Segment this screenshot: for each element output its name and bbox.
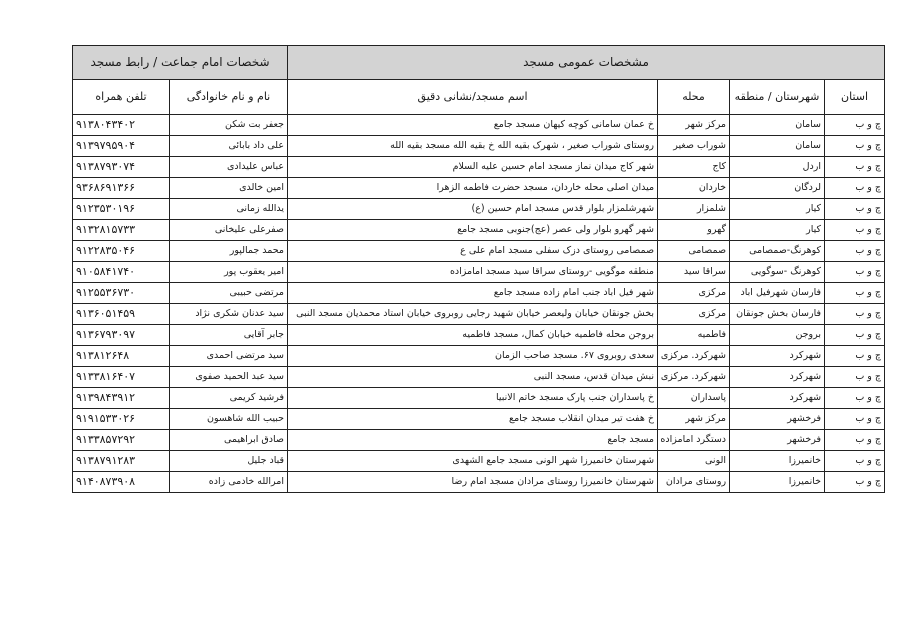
table-row (73, 304, 885, 325)
column-header-mosque: اسم مسجد/نشانی دقیق (288, 80, 658, 115)
cell-name: جابر آقایی (170, 325, 288, 346)
cell-name: علی داد بابائی (170, 136, 288, 157)
cell-city: لردگان (730, 178, 825, 199)
cell-phone: ۹۱۳۹۷۹۵۹۰۴ (73, 136, 170, 157)
cell-district: شهرکرد. مرکزی (658, 367, 730, 388)
table-row (73, 241, 885, 262)
cell-city: سامان (730, 136, 825, 157)
table-row (73, 283, 885, 304)
cell-district: شهرکرد. مرکزی (658, 346, 730, 367)
cell-city: بروجن (730, 325, 825, 346)
cell-name: سید مرتضی احمدی (170, 346, 288, 367)
cell-district: روستای مرادان (658, 472, 730, 493)
table-row (73, 178, 885, 199)
cell-mosque: شهرشلمزار بلوار قدس مسجد امام حسین (ع) (288, 199, 658, 220)
cell-phone: ۹۱۴۰۸۷۳۹۰۸ (73, 472, 170, 493)
table-body (73, 115, 885, 493)
cell-phone: ۹۱۲۳۵۳۰۱۹۶ (73, 199, 170, 220)
cell-province: چ و ب (825, 388, 885, 409)
cell-province: چ و ب (825, 241, 885, 262)
cell-phone: ۹۱۳۳۸۵۷۲۹۲ (73, 430, 170, 451)
cell-province: چ و ب (825, 283, 885, 304)
table-row (73, 220, 885, 241)
cell-city: کوهرنگ -سوگویی (730, 262, 825, 283)
cell-city: شهرکرد (730, 367, 825, 388)
cell-district: مرکزی (658, 283, 730, 304)
cell-phone: ۹۱۳۸۷۹۳۰۷۴ (73, 157, 170, 178)
column-header-city: شهرستان / منطقه (730, 80, 825, 115)
cell-district: خاردان (658, 178, 730, 199)
cell-province: چ و ب (825, 409, 885, 430)
cell-mosque: شهرستان خانمیرزا شهر الونی مسجد جامع الشهدی (288, 451, 658, 472)
cell-mosque: شهر کاج میدان نماز مسجد امام حسین علیه السلام (288, 157, 658, 178)
cell-mosque: میدان اصلی محله خاردان، مسجد حضرت فاطمه الزهرا (288, 178, 658, 199)
group-header-imam: شخصات امام جماعت / رابط مسجد (73, 46, 288, 80)
cell-phone: ۹۳۶۸۶۹۱۳۶۶ (73, 178, 170, 199)
cell-mosque: خ هفت تیر میدان انقلاب مسجد جامع (288, 409, 658, 430)
cell-phone: ۹۱۳۲۸۱۵۷۳۳ (73, 220, 170, 241)
cell-city: کوهرنگ-صمصامی (730, 241, 825, 262)
cell-district: گهرو (658, 220, 730, 241)
cell-district: پاسداران (658, 388, 730, 409)
cell-name: امرالله خادمی زاده (170, 472, 288, 493)
cell-city: خانمیرزا (730, 451, 825, 472)
cell-name: جعفر بت شکن (170, 115, 288, 136)
cell-mosque: بروجن محله فاطمیه خیابان کمال، مسجد فاطمیه (288, 325, 658, 346)
cell-mosque: مسجد جامع (288, 430, 658, 451)
cell-district: دستگرد امامزاده (658, 430, 730, 451)
cell-name: عباس علیدادی (170, 157, 288, 178)
cell-name: یدالله زمانی (170, 199, 288, 220)
cell-name: مرتضی حبیبی (170, 283, 288, 304)
cell-city: کیار (730, 220, 825, 241)
table-row (73, 325, 885, 346)
table-row (73, 115, 885, 136)
cell-name: فرشید کریمی (170, 388, 288, 409)
table-row (73, 451, 885, 472)
cell-mosque: شهرستان خانمیرزا روستای مرادان مسجد امام رضا (288, 472, 658, 493)
cell-province: چ و ب (825, 199, 885, 220)
cell-phone: ۹۱۳۸۰۴۳۴۰۲ (73, 115, 170, 136)
table-row (73, 367, 885, 388)
cell-name: سید عدنان شکری نژاد (170, 304, 288, 325)
cell-name: امین خالدی (170, 178, 288, 199)
column-header-name: نام و نام خانوادگی (170, 80, 288, 115)
cell-mosque: نبش میدان قدس، مسجد النبی (288, 367, 658, 388)
cell-city: شهرکرد (730, 388, 825, 409)
cell-phone: ۹۱۳۸۷۹۱۲۸۳ (73, 451, 170, 472)
cell-name: سید عبد الحمید صفوی (170, 367, 288, 388)
table-row (73, 430, 885, 451)
cell-province: چ و ب (825, 451, 885, 472)
cell-district: مرکز شهر (658, 115, 730, 136)
cell-phone: ۹۱۳۹۸۴۳۹۱۲ (73, 388, 170, 409)
cell-district: صمصامی (658, 241, 730, 262)
cell-name: محمد جمالپور (170, 241, 288, 262)
cell-province: چ و ب (825, 367, 885, 388)
cell-mosque: شهر فیل اباد جنب امام زاده مسجد جامع (288, 283, 658, 304)
cell-province: چ و ب (825, 262, 885, 283)
cell-mosque: خ عمان سامانی کوچه کیهان مسجد جامع (288, 115, 658, 136)
cell-mosque: صمصامی روستای دزک سفلی مسجد امام علی ع (288, 241, 658, 262)
cell-name: قباد جلیل (170, 451, 288, 472)
cell-province: چ و ب (825, 325, 885, 346)
column-header-phone: تلفن همراه (73, 80, 170, 115)
cell-province: چ و ب (825, 430, 885, 451)
cell-phone: ۹۱۳۸۱۲۶۴۸ (73, 346, 170, 367)
cell-mosque: منطقه موگویی -روستای سراقا سید مسجد امامزاده (288, 262, 658, 283)
cell-mosque: شهر گهرو بلوار ولی عصر (عج)جنوبی مسجد جامع (288, 220, 658, 241)
cell-phone: ۹۱۳۶۷۹۳۰۹۷ (73, 325, 170, 346)
cell-mosque: سعدی روبروی ۶۷. مسجد صاحب الزمان (288, 346, 658, 367)
cell-province: چ و ب (825, 220, 885, 241)
cell-province: چ و ب (825, 472, 885, 493)
cell-district: شلمزار (658, 199, 730, 220)
cell-city: فارسان شهرفیل اباد (730, 283, 825, 304)
cell-mosque: بخش جونقان خیابان ولیعصر خیابان شهید رجایی روبروی خیابان استاد محمدیان مسجد النبی (288, 304, 658, 325)
cell-district: مرکزی (658, 304, 730, 325)
cell-city: فرخشهر (730, 430, 825, 451)
table-row (73, 346, 885, 367)
table-row (73, 199, 885, 220)
cell-phone: ۹۱۲۲۸۳۵۰۴۶ (73, 241, 170, 262)
cell-city: شهرکرد (730, 346, 825, 367)
cell-province: چ و ب (825, 178, 885, 199)
table-row (73, 136, 885, 157)
cell-name: حبیب الله شاهسون (170, 409, 288, 430)
cell-mosque: خ پاسداران جنب پارک مسجد خاتم الانبیا (288, 388, 658, 409)
column-header-province: استان (825, 80, 885, 115)
cell-city: فارسان بخش جونقان (730, 304, 825, 325)
mosque-table (72, 45, 885, 493)
cell-district: شوراب صغیر (658, 136, 730, 157)
cell-mosque: روستای شوراب صغیر ، شهرک بقیه الله خ بقیه الله مسجد بقیه الله (288, 136, 658, 157)
table-row (73, 157, 885, 178)
cell-phone: ۹۱۳۶۰۵۱۴۵۹ (73, 304, 170, 325)
column-header-district: محله (658, 80, 730, 115)
cell-name: صفرعلی علیخانی (170, 220, 288, 241)
table-row (73, 409, 885, 430)
cell-district: کاج (658, 157, 730, 178)
cell-city: خانمیرزا (730, 472, 825, 493)
cell-city: کیار (730, 199, 825, 220)
cell-name: صادق ابراهیمی (170, 430, 288, 451)
mosque-table-sheet (72, 45, 884, 553)
cell-province: چ و ب (825, 346, 885, 367)
table-row (73, 472, 885, 493)
cell-province: چ و ب (825, 157, 885, 178)
cell-district: الونی (658, 451, 730, 472)
cell-district: مرکز شهر (658, 409, 730, 430)
cell-city: فرخشهر (730, 409, 825, 430)
table-row (73, 262, 885, 283)
cell-phone: ۹۱۰۵۸۴۱۷۴۰ (73, 262, 170, 283)
cell-province: چ و ب (825, 304, 885, 325)
cell-name: امیر یعقوب پور (170, 262, 288, 283)
cell-phone: ۹۱۲۵۵۳۶۷۳۰ (73, 283, 170, 304)
group-header-general: مشخصات عمومی مسجد (288, 46, 885, 80)
cell-phone: ۹۱۹۱۵۳۳۰۲۶ (73, 409, 170, 430)
table-row (73, 388, 885, 409)
cell-province: چ و ب (825, 136, 885, 157)
cell-phone: ۹۱۳۳۸۱۶۴۰۷ (73, 367, 170, 388)
cell-province: چ و ب (825, 115, 885, 136)
cell-district: سراقا سید (658, 262, 730, 283)
cell-district: فاطمیه (658, 325, 730, 346)
cell-city: سامان (730, 115, 825, 136)
cell-city: اردل (730, 157, 825, 178)
